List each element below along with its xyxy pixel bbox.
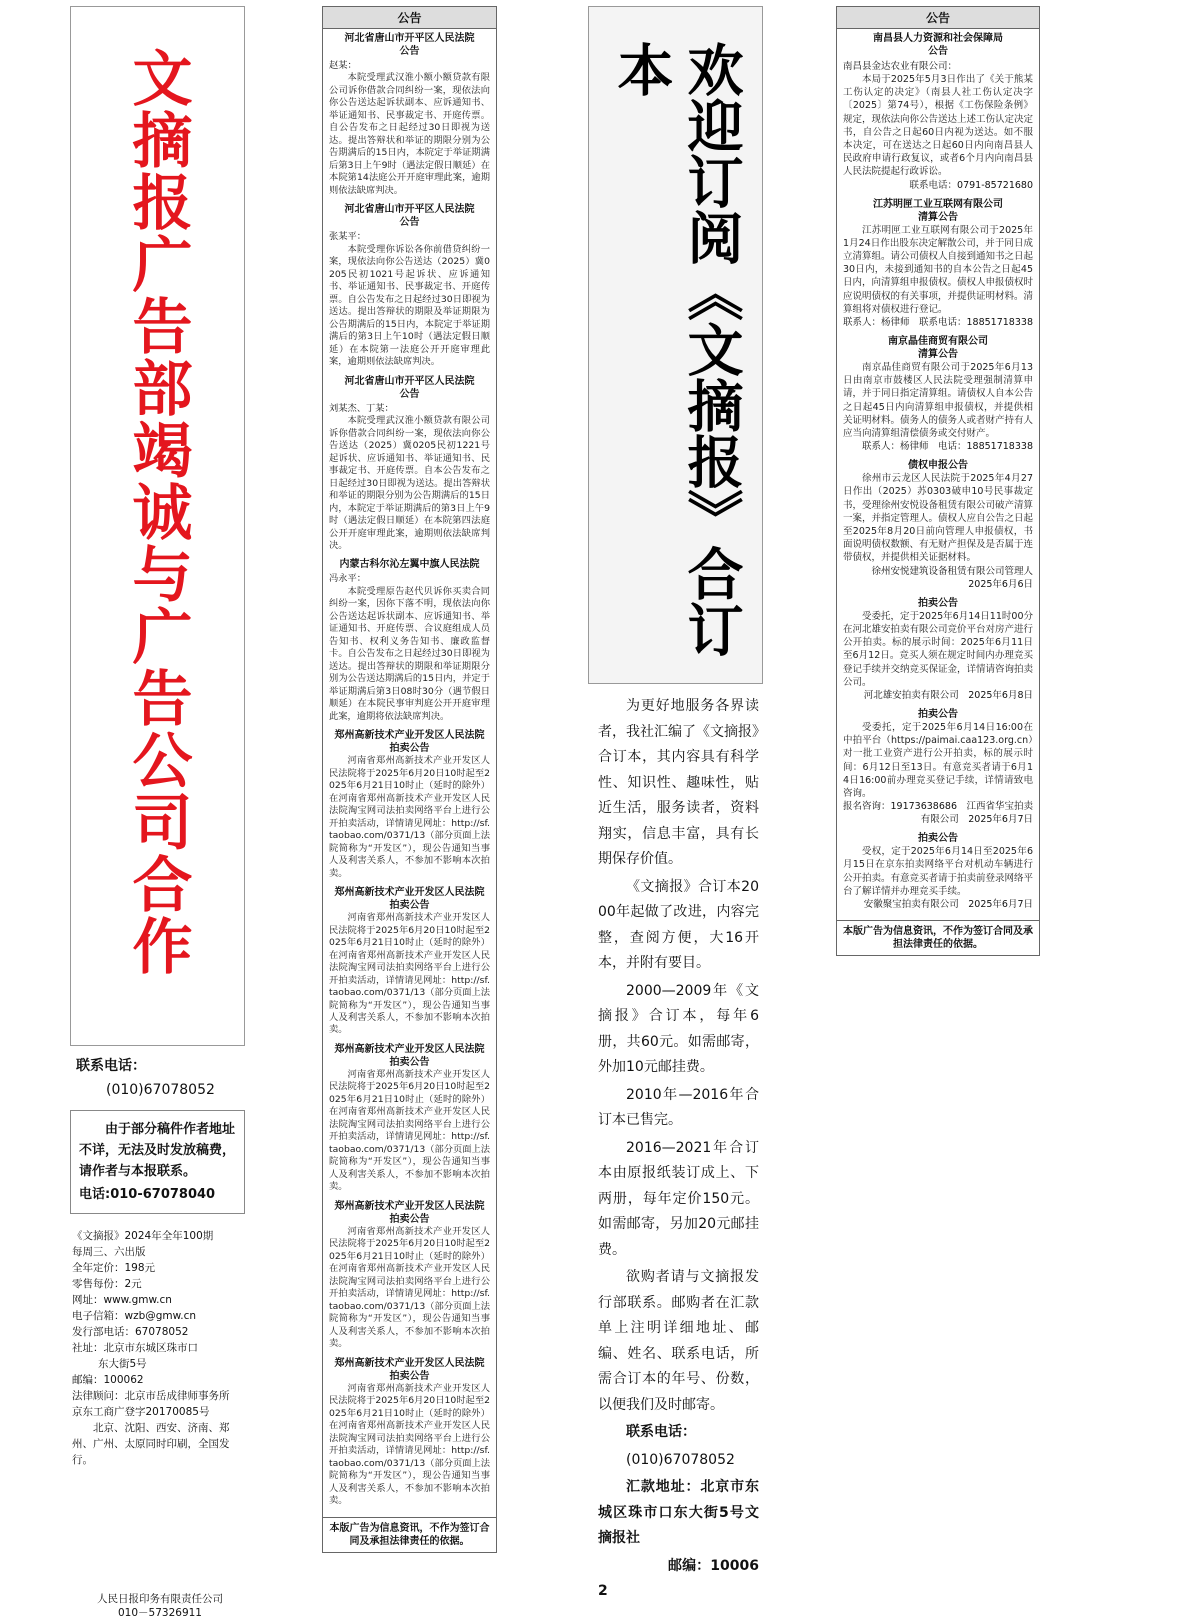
notice-body: 河南省郑州高新技术产业开发区人民法院将于2025年6月20日10时起至2025年6月21日10时止（延时的除外）在河南省郑州高新技术产业开发区人民法院淘宝网司法拍卖网络平台上进行公开拍卖活动，详情请见网址：http://sf.taobao.com/0371/13（部分页面上法院简称为“开发区”），现公告通知当事人及利害关系人，不参加不影响本次拍卖。 (329, 1068, 490, 1193)
notice-addressee: 刘某杰、丁某： (329, 402, 394, 414)
imprint-line: 每周三、六出版 (72, 1246, 146, 1258)
imprint-line: 零售每份：2元 (72, 1278, 142, 1290)
notice-item (329, 1043, 490, 1194)
ad-title: 文摘报广告部竭诚与广告公司合作 (122, 47, 193, 977)
notice-title: 郑州高新技术产业开发区人民法院 (334, 1200, 485, 1212)
author-notice-text: 由于部分稿件作者地址不详，无法及时发放稿费，请作者与本报联系。 (79, 1122, 236, 1179)
subscription-text (588, 684, 763, 1605)
imprint (70, 1228, 245, 1468)
notice-addressee: 张某平： (329, 231, 366, 243)
column-notices-right (836, 6, 1043, 956)
notice-body: 河南省郑州高新技术产业开发区人民法院将于2025年6月20日10时起至2025年6月21日10时止（延时的除外）在河南省郑州高新技术产业开发区人民法院淘宝网司法拍卖网络平台上进行公开拍卖活动，详情请见网址：http://sf.taobao.com/0371/13（部分页面上法院简称为“开发区”），现公告通知当事人及利害关系人，不参加不影响本次拍卖。 (329, 912, 490, 1036)
notice-title: 拍卖公告 (918, 833, 958, 845)
subscription-contact-phone: (010)67078052 (626, 1451, 735, 1468)
author-notice-phone: 电话:010-67078040 (79, 1187, 216, 1202)
notice-item (329, 1200, 490, 1351)
column-advertising (70, 6, 245, 1468)
notice-signature: 联系人：杨律师 电话：18851718338 (862, 441, 1033, 453)
notice-subtitle: 清算公告 (918, 211, 958, 223)
notice-subtitle: 拍卖公告 (389, 1056, 430, 1068)
imprint-line: 法律顾问：北京市岳成律师事务所 (72, 1390, 230, 1402)
notice-body: 本院受理武汉淮小额小额贷款有限公司诉你借款合同纠纷一案，现依法向你公告送达起诉状副本、应诉通知书、举证通知书、民事裁定书、开庭传票。自公告发布之日起经过30日即视为送达。提出答辩状和举证的期限分别为公告期满后的15日内，本院定于举证期满后第3日上午9时（遇法定假日顺延）在本院第14法庭公开开庭审理此案，逾期则依法缺席判决。 (329, 72, 490, 196)
notice-item (329, 886, 490, 1037)
notice-item (843, 832, 1033, 911)
imprint-line: 邮编：100062 (72, 1374, 144, 1386)
subscription-title: 欢迎订阅《文摘报》合订本 (608, 41, 744, 657)
notice-item (329, 375, 490, 553)
notice-subtitle: 公告 (399, 46, 420, 57)
notice-signature: 报名咨询：19173638686 江西省华宝拍卖有限公司 2025年6月7日 (843, 801, 1033, 826)
notice-item (329, 558, 490, 723)
subscription-paragraph: 2000—2009年《文摘报》合订本，每年6册，共60元。如需邮寄，外加10元邮挂费。 (598, 982, 759, 1075)
notice-item (843, 335, 1033, 453)
notice-subtitle: 拍卖公告 (389, 743, 430, 755)
imprint-line: 东大街5号 (98, 1358, 147, 1370)
notice-subtitle: 公告 (928, 46, 948, 57)
subscription-paragraph: 为更好地服务各界读者，我社汇编了《文摘报》合订本，其内容具有科学性、知识性、趣味性，贴近生活，服务读者，资料翔实，信息丰富，具有长期保存价值。 (598, 698, 759, 867)
subscription-remit-address: 汇款地址：北京市东城区珠市口东大街5号文摘报社 (598, 1479, 759, 1546)
notice-subtitle: 拍卖公告 (389, 900, 430, 912)
contact-phone: (010)67078052 (106, 1082, 215, 1098)
notice-item (843, 459, 1043, 590)
notice-body: 本局于2025年5月3日作出了《关于熊某工伤认定的决定》（南县人社工伤认定决字〔2025〕第74号），根据《工伤保险条例》规定，现依法向你公告送达上述工伤认定决定书，自公告之日起60日内视为送达。如不服本决定，可在送达之日起60日内向南昌县人民政府申请行政复议，或者6个月内向南昌县人民法院提起行政诉讼。 (843, 74, 1034, 178)
subscription-paragraph: 2010年—2016年合订本已售完。 (598, 1086, 759, 1128)
notice-signature: 安徽聚宝拍卖有限公司 2025年6月7日 (863, 898, 1033, 910)
notice-body: 受委托，定于2025年6月14日11时00分在河北雄安拍卖有限公司竞价平台对房产进行公开拍卖。标的展示时间：2025年6月11日至6月12日。竞买人须在规定时间内办理竞买登记手续并交纳竞买保证金，详情请咨询拍卖公司。 (843, 610, 1034, 688)
notice-item (843, 32, 1033, 192)
notice-title: 内蒙古科尔沁左翼中旗人民法院 (339, 559, 480, 571)
column-notices-left (322, 6, 497, 1553)
notice-item (843, 198, 1033, 329)
imprint-line: 社址：北京市东城区珠市口 (72, 1342, 198, 1354)
notice-subtitle: 公告 (399, 388, 420, 400)
notice-body: 河南省郑州高新技术产业开发区人民法院将于2025年6月20日10时起至2025年6月21日10时止（延时的除外）在河南省郑州高新技术产业开发区人民法院淘宝网司法拍卖网络平台上进行公开拍卖活动，详情请见网址：http://sf.taobao.com/0371/13（部分页面上法院简称为“开发区”），现公告通知当事人及利害关系人，不参加不影响本次拍卖。 (329, 755, 490, 879)
notice-signature: 联系电话：0791-85721680 (909, 179, 1033, 191)
notice-title: 债权申报公告 (908, 460, 968, 472)
notice-title: 郑州高新技术产业开发区人民法院 (334, 1357, 485, 1369)
notice-body: 本院受理原告赵代贝诉你买卖合同纠纷一案，因你下落不明，现依法向你公告送达起诉状副本、应诉通知书、举证通知书、开庭传票、合议庭组成人员告知书、权利义务告知书、廉政监督卡。自公告发布之日起经过30日即视为送达。提出答辩状的期限和举证期限分别为公告送达期满后的15日内，并定于举证期满后第3日08时30分（遇节假日顺延）在本院民事审判庭公开开庭审理此案，逾期将依法缺席判决。 (329, 585, 490, 722)
imprint-line: 全年定价：198元 (72, 1262, 156, 1274)
disclaimer: 本版广告为信息资讯，不作为签订合同及承担法律责任的依据。 (323, 1517, 496, 1552)
notice-body: 受权，定于2025年6月14日至2025年6月15日在京东拍卖网络平台对机动车辆进行公开拍卖。有意竞买者请于拍卖前登录网络平台了解详情并办理竞买手续。 (843, 846, 1034, 897)
notice-title: 南昌县人力资源和社会保障局 (873, 33, 1003, 44)
contact-label: 联系电话： (76, 1058, 146, 1074)
notice-list (323, 29, 496, 1517)
subscription-paragraph: 《文摘报》合订本2000年起做了改进，内容完整，查阅方便，大16开本，并附有要目。 (598, 878, 759, 971)
notice-body: 河南省郑州高新技术产业开发区人民法院将于2025年6月20日10时起至2025年6月21日10时止（延时的除外）在河南省郑州高新技术产业开发区人民法院淘宝网司法拍卖网络平台上进行公开拍卖活动，详情请见网址：http://sf.taobao.com/0371/13（部分页面上法院简称为“开发区”），现公告通知当事人及利害关系人，不参加不影响本次拍卖。 (329, 1225, 490, 1350)
imprint-line: 北京、沈阳、西安、济南、郑州、广州、太原同时印刷，全国发行。 (72, 1422, 230, 1466)
subscription-paragraph: 欲购者请与文摘报发行部联系。邮购者在汇款单上注明详细地址、邮编、姓名、联系电话，所需合订本的年号、份数，以便我们及时邮寄。 (598, 1269, 759, 1413)
subscription-banner (588, 6, 763, 684)
printer-company: 人民日报印务有限责任公司 (97, 1593, 223, 1605)
notice-item (329, 729, 490, 880)
notice-body: 江苏明匣工业互联网有限公司于2025年1月24日作出股东决定解散公司，并于同日成立清算组。请公司债权人自接到通知书之日起30日内，未接到通知书的自本公告之日起45日内，向清算组申报债权。债权人申报债权时应说明债权的有关事项，并提供证明材料。清算组将对债权进行登记。 (843, 224, 1034, 315)
notice-body: 河南省郑州高新技术产业开发区人民法院将于2025年6月20日10时起至2025年6月21日10时止（延时的除外）在河南省郑州高新技术产业开发区人民法院淘宝网司法拍卖网络平台上进行公开拍卖活动，详情请见网址：http://sf.taobao.com/0371/13（部分页面上法院简称为“开发区”），现公告通知当事人及利害关系人，不参加不影响本次拍卖。 (329, 1382, 490, 1507)
subscription-zip: 邮编：100062 (598, 1557, 759, 1599)
notice-title: 郑州高新技术产业开发区人民法院 (334, 887, 485, 899)
notice-addressee: 冯永平： (329, 573, 366, 585)
subscription-paragraph: 2016—2021年合订本由原报纸装订成上、下两册，每年定价150元。如需邮寄，另加20元邮挂费。 (598, 1139, 759, 1258)
notice-item (843, 597, 1033, 702)
notice-item (329, 1357, 490, 1508)
imprint-line: 《文摘报》2024年全年100期 (72, 1230, 214, 1242)
notice-item (329, 203, 490, 368)
notice-title: 拍卖公告 (918, 597, 958, 609)
notice-title: 江苏明匣工业互联网有限公司 (873, 198, 1003, 210)
notice-item (329, 32, 490, 197)
notice-addressee: 赵某： (329, 60, 357, 71)
notice-subtitle: 公告 (399, 217, 420, 229)
printer-phone: 010－57326911 (118, 1607, 202, 1619)
author-notice (70, 1110, 245, 1214)
notice-addressee: 南昌县金达农业有限公司： (843, 61, 958, 72)
notice-subtitle: 拍卖公告 (389, 1213, 430, 1225)
notice-signature: 河北雄安拍卖有限公司 2025年6月8日 (863, 689, 1033, 701)
notice-body: 本院受理武汉淮小额贷款有限公司诉你借款合同纠纷一案，现依法向你公告送达（2025）冀0205民初1221号起诉状、应诉通知书、举证通知书、民事裁定书、开庭传票。自本公告发布之日起经过30日即视为送达。提出答辩状和举证的期限分别为公告期满后的15日内，本院定于举证期满后的第3日上午9时（遇法定假日顺延）在本院第四法庭公开开庭审理此案，逾期则依法缺席判决。 (329, 415, 490, 551)
notice-title: 河北省唐山市开平区人民法院 (344, 33, 475, 44)
notice-subtitle: 清算公告 (918, 349, 958, 361)
notice-title: 郑州高新技术产业开发区人民法院 (334, 730, 485, 742)
imprint-line: 发行部电话：67078052 (72, 1326, 189, 1338)
notice-title: 南京晶佳商贸有限公司 (888, 336, 988, 348)
notice-title: 河北省唐山市开平区人民法院 (344, 375, 475, 387)
notice-header: 公告 (323, 7, 496, 29)
notice-signature: 联系人：杨律师 联系电话：18851718338 (843, 317, 1033, 329)
notice-subtitle: 拍卖公告 (389, 1370, 430, 1382)
notice-body: 徐州市云龙区人民法院于2025年4月27日作出（2025）苏0303破申10号民事裁定书，受理徐州安悦设备租赁有限公司破产清算一案，并指定管理人。债权人应自公告之日起至2025年8月20日前向管理人申报债权，书面说明债权数额、有无财产担保及是否属于连带债权，并提供相关证据材料。 (843, 473, 1034, 564)
ad-banner (70, 6, 245, 1046)
printer-footer (80, 1592, 240, 1620)
imprint-line: 京东工商广登字20170085号 (72, 1406, 210, 1418)
notice-title: 郑州高新技术产业开发区人民法院 (334, 1043, 485, 1055)
notice-header: 公告 (837, 7, 1039, 29)
ad-contact (76, 1054, 245, 1102)
notice-body: 南京晶佳商贸有限公司于2025年6月13日由南京市鼓楼区人民法院受理强制清算申请，并于同日指定清算组。请债权人自本公告之日起45日内向清算组申报债权，并提供相关证明材料。债务人的债务人或者财产持有人应当向清算组清偿债务或交付财产。 (843, 362, 1034, 440)
subscription-contact-label: 联系电话： (626, 1424, 696, 1440)
notice-body: 本院受理你诉讼各你前借贷纠纷一案，现依法向你公告送达（2025）冀0205民初1021号起诉状、应诉通知书、举证通知书、民事裁定书、开庭传票。自公告发布之日起经过30日即视为送达。提出答辩状的期限及举证期限为公告期满后的15日内，本院定于举证期满后的第3日上午10时（遇法定假日顺延）在本院第一法庭公开开庭审理此案，逾期则依法缺席判决。 (329, 243, 490, 368)
notice-title: 河北省唐山市开平区人民法院 (344, 204, 475, 216)
notice-item (843, 708, 1033, 826)
notice-title: 拍卖公告 (918, 708, 958, 720)
notice-signature: 徐州安悦建筑设备租赁有限公司管理人 2025年6月6日 (871, 565, 1043, 590)
imprint-line: 电子信箱：wzb@gmw.cn (72, 1310, 197, 1322)
disclaimer: 本版广告为信息资讯，不作为签订合同及承担法律责任的依据。 (837, 920, 1039, 955)
imprint-line: 网址：www.gmw.cn (72, 1294, 172, 1306)
notice-list (837, 29, 1043, 920)
notice-body: 受委托，定于2025年6月14日16:00在中拍平台（https://paimai.caa123.org.cn）对一批工业资产进行公开拍卖，标的展示时间：6月12日至13日。有意竞买者请于6月14日16:00前办理竞买登记手续，详情请致电咨询。 (843, 721, 1033, 799)
column-subscription (588, 6, 763, 1607)
